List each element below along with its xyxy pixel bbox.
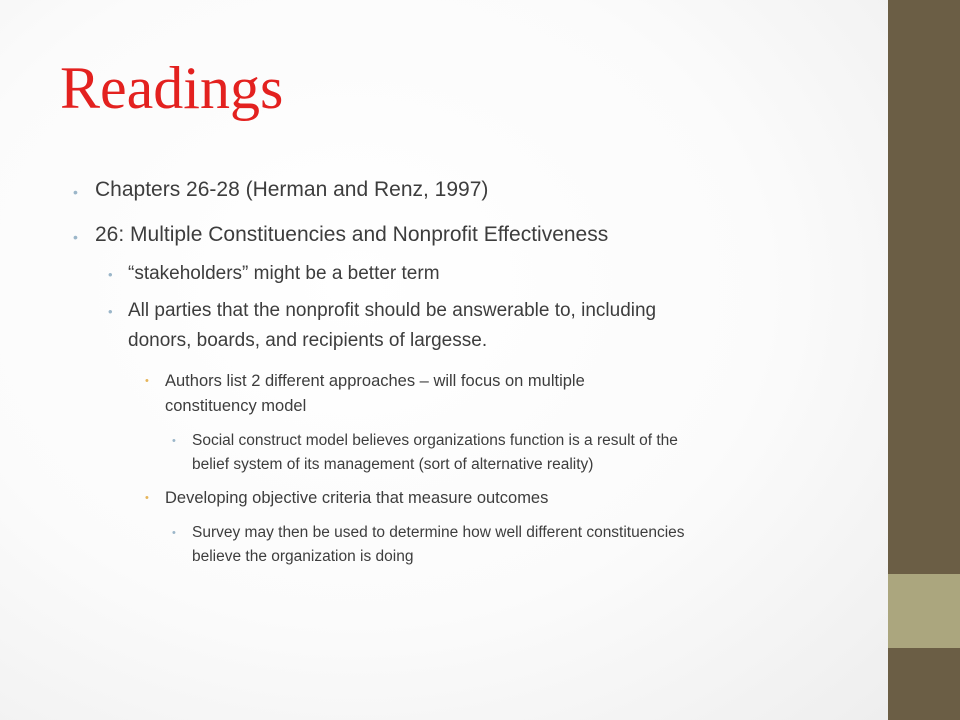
- slide-title: Readings: [60, 55, 284, 121]
- bullet-text-line: Social construct model believes organizations function is a result of the: [192, 432, 678, 449]
- bullet-level1: [73, 176, 489, 204]
- bullet-text-line: belief system of its management (sort of alternative reality): [192, 456, 594, 473]
- sidebar-light-band: [888, 574, 960, 648]
- bullet-text: 26: Multiple Constituencies and Nonprofit Effectiveness: [95, 223, 609, 246]
- bullet-level3: [145, 369, 585, 419]
- bullet-level1: [73, 221, 609, 249]
- bullet-level2: [108, 259, 440, 289]
- bullet-dot-icon: •: [73, 184, 78, 200]
- bullet-text: Developing objective criteria that measure outcomes: [165, 489, 549, 507]
- bullet-level2: [108, 296, 657, 356]
- bullet-level4: [172, 521, 685, 569]
- bullet-text-line: believe the organization is doing: [192, 548, 414, 565]
- bullet-dot-icon: •: [145, 492, 149, 504]
- bullet-text-line: Survey may then be used to determine how well different constituencies: [192, 524, 685, 541]
- bullet-text-line: constituency model: [165, 397, 307, 415]
- bullet-dot-icon: •: [172, 527, 176, 539]
- bullet-dot-icon: •: [172, 435, 176, 447]
- bullet-text-line: All parties that the nonprofit should be answerable to, including: [128, 300, 657, 321]
- bullet-level4: [172, 429, 678, 477]
- decorative-sidebar: [888, 0, 960, 720]
- sidebar-dark-band-bottom: [888, 648, 960, 720]
- bullet-text: “stakeholders” might be a better term: [128, 263, 440, 284]
- bullet-dot-icon: •: [108, 304, 113, 319]
- bullet-dot-icon: •: [73, 229, 78, 245]
- bullet-text: Chapters 26-28 (Herman and Renz, 1997): [95, 178, 489, 201]
- bullet-level3: [145, 486, 549, 511]
- bullet-dot-icon: •: [145, 375, 149, 387]
- bullet-text-line: donors, boards, and recipients of largesse.: [128, 330, 488, 351]
- sidebar-dark-band: [888, 0, 960, 574]
- bullet-text-line: Authors list 2 different approaches – will focus on multiple: [165, 372, 585, 390]
- bullet-dot-icon: •: [108, 267, 113, 282]
